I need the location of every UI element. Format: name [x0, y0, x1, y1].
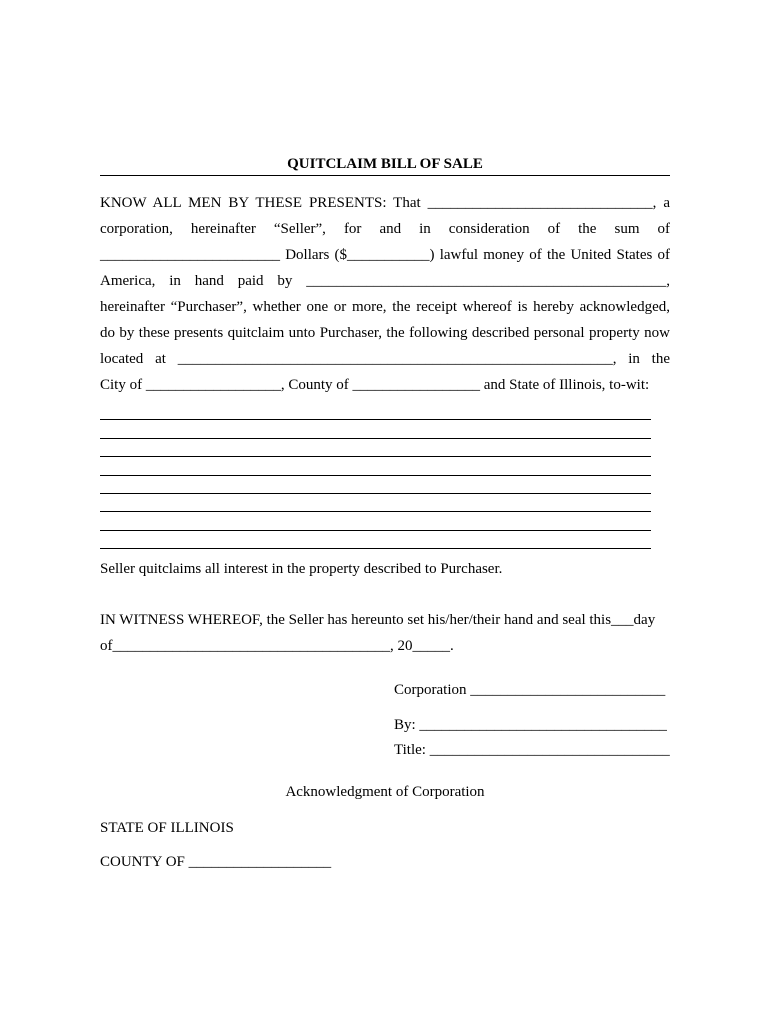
- description-blank-line: [100, 476, 651, 494]
- body-line-3: ________________________ Dollars ($___________) lawful money of the United States of: [100, 247, 670, 263]
- body-line-8: City of __________________, County of _________________ and State of Illinois, to-wit:: [100, 377, 650, 393]
- county-line: COUNTY OF ___________________: [100, 854, 332, 870]
- body-line-7: located at __________________________________________________________, in the: [100, 351, 670, 367]
- description-blank-line: [100, 439, 651, 457]
- document-title: QUITCLAIM BILL OF SALE: [100, 156, 670, 176]
- body-line-2: corporation, hereinafter “Seller”, for and in consideration of the sum of: [100, 221, 670, 237]
- signature-by: By: _________________________________: [394, 717, 667, 733]
- description-blank-line: [100, 531, 651, 549]
- description-blank-line: [100, 457, 651, 475]
- signature-corporation: Corporation __________________________: [394, 682, 666, 698]
- witness-line-1: IN WITNESS WHEREOF, the Seller has hereunto set his/her/their hand and seal this___day: [100, 612, 656, 628]
- description-blank-line: [100, 402, 651, 420]
- description-blank-line: [100, 420, 651, 438]
- body-line-6: do by these presents quitclaim unto Purchaser, the following described personal property now: [100, 325, 670, 341]
- property-description-lines: [100, 402, 651, 549]
- description-blank-line: [100, 512, 651, 530]
- acknowledgment-heading: Acknowledgment of Corporation: [285, 784, 485, 800]
- signature-title: Title: ________________________________: [394, 742, 670, 758]
- witness-paragraph: [100, 607, 670, 659]
- quitclaim-statement: Seller quitclaims all interest in the property described to Purchaser.: [100, 561, 503, 577]
- description-blank-line: [100, 494, 651, 512]
- body-line-4: America, in hand paid by ________________________________________________,: [100, 273, 670, 289]
- witness-line-2: of_____________________________________, 20_____.: [100, 638, 454, 654]
- body-line-5: hereinafter “Purchaser”, whether one or more, the receipt whereof is hereby acknowledged,: [100, 299, 670, 315]
- state-line: STATE OF ILLINOIS: [100, 820, 234, 836]
- body-line-1: KNOW ALL MEN BY THESE PRESENTS: That ______________________________, a: [100, 195, 670, 211]
- body-paragraph: [100, 190, 670, 398]
